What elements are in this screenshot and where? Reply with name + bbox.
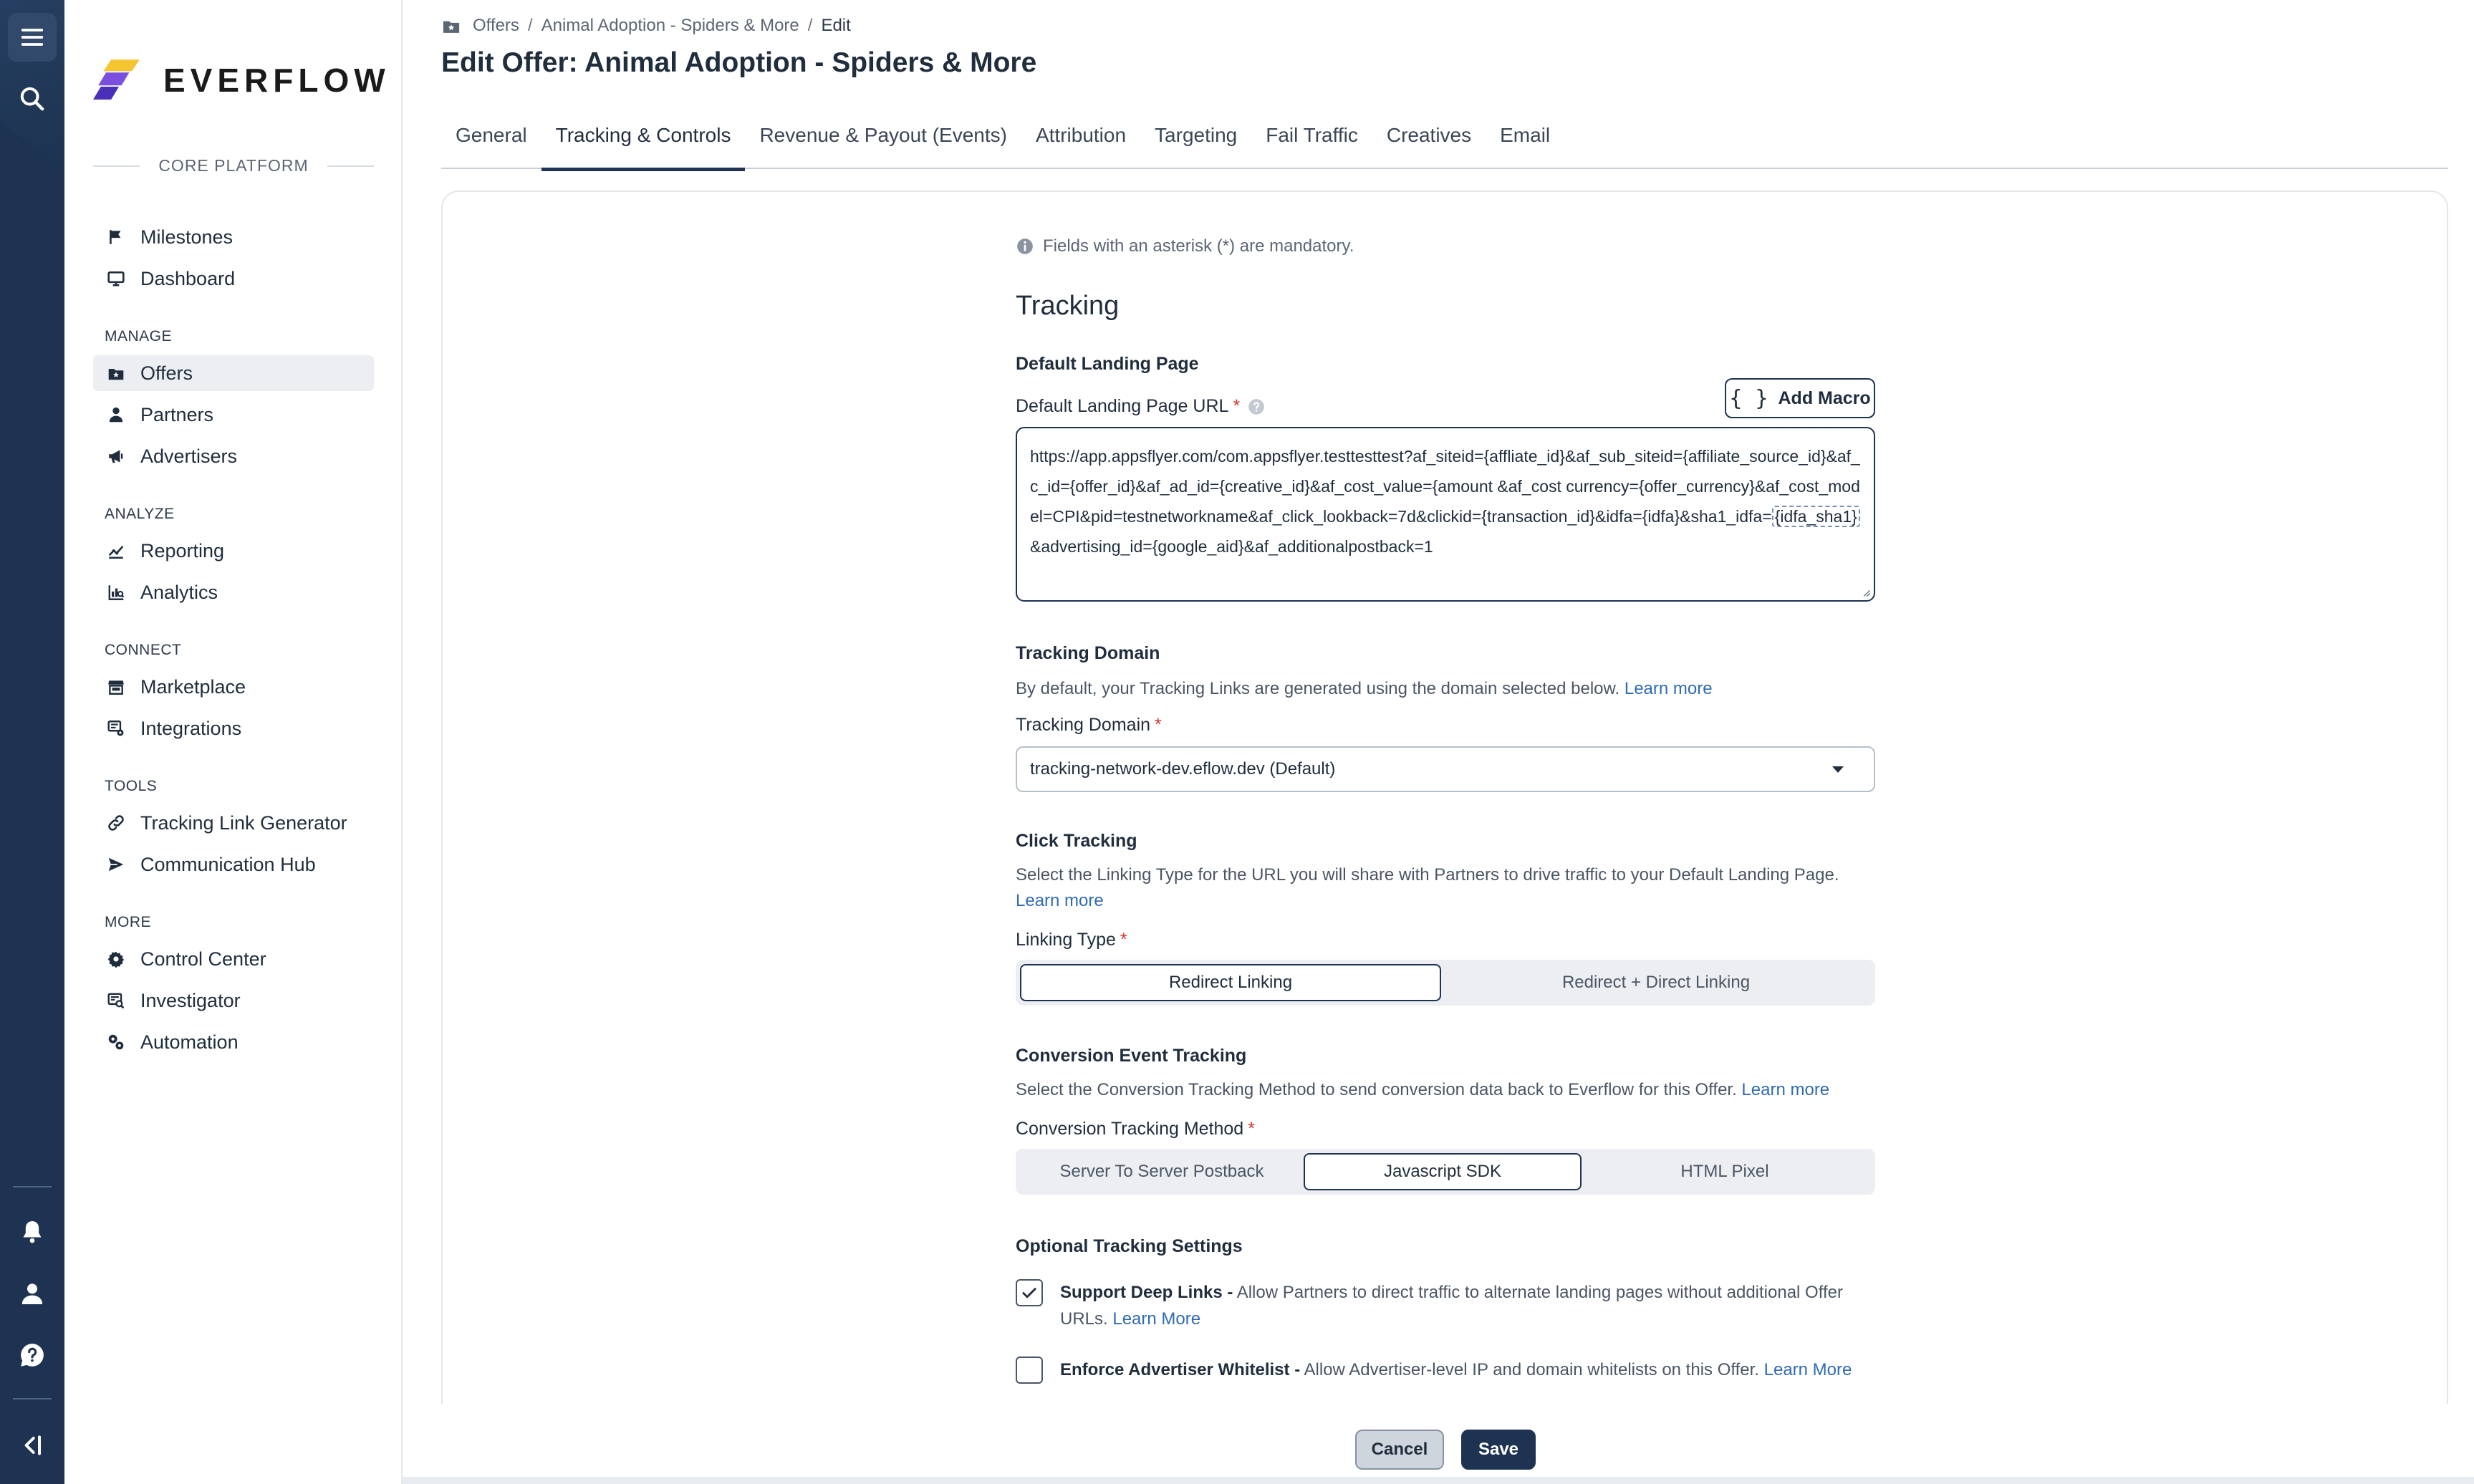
add-macro-button[interactable]: { } Add Macro — [1725, 378, 1875, 418]
tab-fail-traffic[interactable]: Fail Traffic — [1266, 124, 1358, 146]
tab-email[interactable]: Email — [1500, 124, 1551, 146]
sidebar-item-investigator[interactable] — [93, 983, 374, 1018]
profile-button[interactable] — [8, 1269, 57, 1318]
icon-rail — [0, 0, 64, 1484]
sidebar-item-label: Communication Hub — [140, 853, 316, 875]
section-connect: CONNECT — [105, 642, 182, 658]
offers-icon — [441, 16, 461, 36]
advertiser-whitelist-checkbox[interactable] — [1016, 1357, 1043, 1384]
required-mark: * — [1233, 396, 1241, 416]
mandatory-note: Fields with an asterisk (*) are mandatory. — [1016, 236, 1875, 256]
redirect-linking-option[interactable]: Redirect Linking — [1020, 964, 1441, 1001]
reporting-icon — [107, 541, 125, 560]
info-icon — [1016, 237, 1034, 256]
server-postback-option[interactable]: Server To Server Postback — [1059, 1162, 1264, 1181]
section-tools: TOOLS — [105, 778, 158, 794]
tab-revenue-payout[interactable]: Revenue & Payout (Events) — [759, 124, 1007, 146]
send-icon — [107, 855, 125, 874]
megaphone-icon — [107, 447, 125, 466]
section-more: MORE — [105, 914, 151, 930]
search-icon — [18, 85, 47, 113]
breadcrumb-separator: / — [807, 16, 813, 35]
sidebar-item-offers[interactable] — [93, 355, 374, 391]
deep-links-row — [1016, 1279, 1875, 1332]
conversion-tracking-help: Select the Conversion Tracking Method to send conversion data back to Everflow for this Offer. Learn more — [1016, 1080, 1830, 1099]
sidebar-item-tracking-link-generator[interactable] — [93, 805, 374, 841]
bottom-scroll-strip — [403, 1477, 2474, 1484]
search-button[interactable] — [8, 74, 57, 123]
sidebar-item-label: Dashboard — [140, 267, 236, 289]
user-icon — [18, 1279, 47, 1308]
braces-icon: { } — [1729, 385, 1768, 411]
landing-url-textarea[interactable]: https://app.appsflyer.com/com.appsflyer.testtesttest?af_siteid={affliate_id}&af_sub_siteid={affiliate_source_id}&af_c_id={offer_id}&af_ad_id={creative_id}&af_cost_value={amount &af_cost currency={offer_currency}&af_cost_model=CPI&pid=testnetworkname&af_click_lookback=7d&clickid={transaction_id}&idfa={idfa}&sha1_idfa= {idfa_sha1}&advertising_id={google_aid}&af_additionalpostback=1 — [1016, 427, 1875, 602]
optional-settings-subtitle: Optional Tracking Settings — [1016, 1236, 1243, 1256]
sidebar-item-control-center[interactable] — [93, 941, 374, 977]
flag-icon — [107, 228, 125, 246]
store-icon — [107, 678, 125, 696]
investigator-icon — [107, 991, 125, 1010]
save-button[interactable]: Save — [1461, 1430, 1536, 1470]
sidebar-item-label: Control Center — [140, 948, 266, 970]
notifications-button[interactable] — [8, 1208, 57, 1256]
help-button[interactable] — [8, 1331, 57, 1379]
conversion-tracking-subtitle: Conversion Event Tracking — [1016, 1046, 1247, 1066]
sidebar-item-label: Integrations — [140, 717, 242, 739]
sidebar-item-label: Advertisers — [140, 445, 238, 467]
tab-creatives[interactable]: Creatives — [1386, 124, 1472, 146]
whitelist-learn-more-link[interactable]: Learn More — [1763, 1360, 1852, 1379]
html-pixel-option[interactable]: HTML Pixel — [1680, 1162, 1769, 1181]
breadcrumb-offers[interactable]: Offers — [473, 16, 519, 35]
sidebar-item-analytics[interactable] — [93, 574, 374, 610]
rail-divider — [13, 1186, 52, 1187]
advertiser-whitelist-text: Enforce Advertiser Whitelist - Allow Advertiser-level IP and domain whitelists on this Offer. Learn More — [1060, 1360, 1852, 1379]
tracking-domain-subtitle: Tracking Domain — [1016, 643, 1160, 663]
redirect-direct-linking-option[interactable]: Redirect + Direct Linking — [1561, 973, 1751, 992]
caret-down-icon — [1832, 766, 1844, 773]
section-analyze: ANALYZE — [105, 506, 175, 522]
tracking-domain-select[interactable]: tracking-network-dev.eflow.dev (Default) — [1016, 746, 1875, 792]
platform-label: CORE PLATFORM — [93, 156, 374, 175]
deep-links-checkbox[interactable] — [1016, 1279, 1043, 1306]
sidebar-item-integrations[interactable] — [93, 710, 374, 746]
click-tracking-help: Select the Linking Type for the URL you will share with Partners to drive traffic to your Default Landing Page. Learn more — [1016, 865, 1839, 910]
sidebar — [64, 0, 403, 1484]
integrations-icon — [107, 719, 125, 738]
section-manage: MANAGE — [105, 328, 173, 344]
form-footer — [403, 1404, 2474, 1484]
tab-general[interactable]: General — [456, 124, 527, 146]
sidebar-item-label: Reporting — [140, 539, 225, 562]
required-mark: * — [1120, 930, 1127, 950]
collapse-icon — [18, 1431, 47, 1460]
click-tracking-subtitle: Click Tracking — [1016, 831, 1137, 851]
sidebar-item-label: Analytics — [140, 581, 218, 603]
required-mark: * — [1155, 715, 1162, 735]
menu-button[interactable] — [8, 13, 57, 62]
page-title: Edit Offer: Animal Adoption - Spiders & More — [441, 47, 1037, 78]
sidebar-item-label: Milestones — [140, 226, 234, 248]
resize-grip-icon[interactable] — [1861, 587, 1871, 597]
analytics-icon — [107, 583, 125, 602]
tab-tracking-controls[interactable]: Tracking & Controls — [542, 107, 746, 169]
breadcrumb-offer-name[interactable]: Animal Adoption - Spiders & More — [541, 16, 799, 35]
sidebar-item-label: Partners — [140, 403, 214, 425]
sidebar-item-label: Offers — [140, 362, 193, 384]
help-icon — [18, 1341, 47, 1369]
required-mark: * — [1248, 1119, 1255, 1139]
breadcrumb — [441, 16, 851, 36]
sidebar-item-label: Automation — [140, 1031, 239, 1053]
checkmark-icon — [1020, 1283, 1039, 1302]
breadcrumb-current: Edit — [821, 16, 851, 35]
offers-icon — [107, 364, 125, 382]
brand-logo[interactable] — [93, 54, 390, 106]
sidebar-item-partners[interactable] — [93, 397, 374, 433]
everflow-logo-icon — [93, 54, 145, 106]
tab-attribution[interactable]: Attribution — [1035, 124, 1127, 146]
sidebar-item-automation[interactable] — [93, 1024, 374, 1060]
sidebar-item-advertisers[interactable] — [93, 438, 374, 474]
landing-url-label: Default Landing Page URL * — [1016, 396, 1875, 417]
tracking-section-title: Tracking — [1016, 291, 1120, 321]
tab-targeting[interactable]: Targeting — [1155, 124, 1238, 146]
sidebar-item-label: Marketplace — [140, 675, 246, 698]
conversion-learn-more-link[interactable]: Learn more — [1741, 1080, 1830, 1099]
sidebar-item-dashboard[interactable] — [93, 261, 374, 297]
gear-icon — [107, 950, 125, 968]
breadcrumb-separator: / — [527, 16, 533, 35]
sidebar-item-marketplace[interactable] — [93, 669, 374, 705]
landing-page-subtitle: Default Landing Page — [1016, 354, 1199, 374]
monitor-icon — [107, 269, 125, 288]
linking-type-toggle — [1016, 960, 1875, 1006]
conversion-method-label: Conversion Tracking Method * — [1016, 1119, 1255, 1139]
sidebar-item-milestones[interactable] — [93, 219, 374, 255]
sidebar-item-communication-hub[interactable] — [93, 847, 374, 882]
brand-name: EVERFLOW — [163, 62, 390, 99]
automation-icon — [107, 1033, 125, 1051]
tracking-domain-label: Tracking Domain * — [1016, 715, 1162, 735]
highlighted-macro[interactable]: {idfa_sha1} — [1772, 506, 1860, 527]
click-tracking-learn-more-link[interactable]: Learn more — [1016, 891, 1104, 910]
deep-links-learn-more-link[interactable]: Learn More — [1112, 1309, 1201, 1329]
sidebar-item-label: Investigator — [140, 989, 241, 1011]
deep-links-text: Support Deep Links - Allow Partners to direct traffic to alternate landing pages without additional Offer URLs. Learn More — [1060, 1283, 1843, 1329]
tracking-domain-learn-more-link[interactable]: Learn more — [1624, 679, 1713, 698]
collapse-sidebar-button[interactable] — [8, 1421, 57, 1470]
conversion-method-toggle — [1016, 1149, 1875, 1195]
tracking-domain-help: By default, your Tracking Links are generated using the domain selected below. Learn more — [1016, 679, 1713, 698]
linking-type-label: Linking Type * — [1016, 930, 1127, 950]
javascript-sdk-option[interactable]: Javascript SDK — [1304, 1153, 1582, 1190]
link-icon — [107, 814, 125, 832]
sidebar-item-reporting[interactable] — [93, 533, 374, 569]
advertiser-whitelist-row — [1016, 1357, 1875, 1384]
bell-icon — [18, 1218, 47, 1246]
partner-icon — [107, 405, 125, 424]
rail-divider-bottom — [13, 1398, 52, 1399]
tab-bar — [441, 107, 2448, 169]
question-icon[interactable] — [1247, 398, 1266, 416]
hamburger-icon — [18, 23, 47, 52]
cancel-button[interactable]: Cancel — [1355, 1430, 1444, 1470]
sidebar-item-label: Tracking Link Generator — [140, 811, 347, 834]
